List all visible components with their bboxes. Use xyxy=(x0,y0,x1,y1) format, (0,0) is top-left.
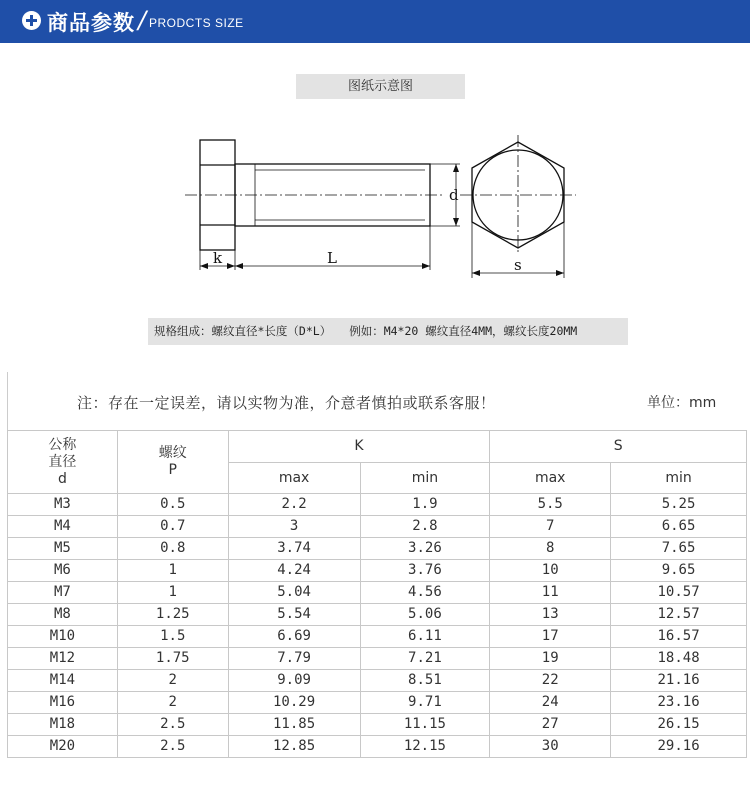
section-title: 商品参数 xyxy=(47,11,135,35)
cell-nominal: M10 xyxy=(8,626,118,648)
cell-s-max: 11 xyxy=(490,582,611,604)
cell-k-max: 6.69 xyxy=(228,626,360,648)
cell-pitch: 1 xyxy=(117,560,228,582)
header-nominal-line2: 直径 xyxy=(48,453,77,470)
cell-k-min: 3.76 xyxy=(360,560,490,582)
cell-s-max: 30 xyxy=(490,736,611,758)
note-text: 注：存在一定误差，请以实物为准，介意者慎拍或联系客服！ xyxy=(77,394,496,412)
label-L: L xyxy=(327,249,337,267)
cell-s-min: 21.16 xyxy=(611,670,747,692)
cell-nominal: M5 xyxy=(8,538,118,560)
cell-k-min: 2.8 xyxy=(360,516,490,538)
cell-k-min: 6.11 xyxy=(360,626,490,648)
table-row xyxy=(8,560,747,582)
cell-k-max: 12.85 xyxy=(228,736,360,758)
cell-pitch: 2.5 xyxy=(117,736,228,758)
header-pitch xyxy=(117,431,228,494)
table-row xyxy=(8,692,747,714)
spec-example: 例如：M4*20 螺纹直径4MM，螺纹长度20MM xyxy=(349,324,578,338)
table-row xyxy=(8,626,747,648)
cell-k-max: 2.2 xyxy=(228,494,360,516)
cell-s-min: 12.57 xyxy=(611,604,747,626)
cell-s-max: 13 xyxy=(490,604,611,626)
title-divider: / xyxy=(138,6,147,34)
cell-nominal: M4 xyxy=(8,516,118,538)
cell-nominal: M16 xyxy=(8,692,118,714)
header-k-max: max xyxy=(228,463,360,494)
cell-k-max: 7.79 xyxy=(228,648,360,670)
cell-s-min: 26.15 xyxy=(611,714,747,736)
cell-k-min: 8.51 xyxy=(360,670,490,692)
cell-s-max: 27 xyxy=(490,714,611,736)
cell-s-max: 5.5 xyxy=(490,494,611,516)
cell-nominal: M7 xyxy=(8,582,118,604)
cell-pitch: 1 xyxy=(117,582,228,604)
cell-nominal: M14 xyxy=(8,670,118,692)
label-s: s xyxy=(514,256,522,274)
cell-pitch: 0.5 xyxy=(117,494,228,516)
cell-k-max: 5.04 xyxy=(228,582,360,604)
cell-pitch: 2.5 xyxy=(117,714,228,736)
cell-nominal: M6 xyxy=(8,560,118,582)
header-s-min: min xyxy=(611,463,747,494)
cell-pitch: 2 xyxy=(117,692,228,714)
cell-k-max: 10.29 xyxy=(228,692,360,714)
section-header xyxy=(0,0,750,43)
spec-format-box xyxy=(148,318,628,345)
header-pitch-line1: 螺纹 xyxy=(158,445,187,461)
cell-nominal: M8 xyxy=(8,604,118,626)
cell-k-min: 1.9 xyxy=(360,494,490,516)
cell-pitch: 0.7 xyxy=(117,516,228,538)
cell-k-max: 5.54 xyxy=(228,604,360,626)
cell-s-min: 23.16 xyxy=(611,692,747,714)
cell-k-min: 7.21 xyxy=(360,648,490,670)
drawing-caption: 图纸示意图 xyxy=(296,74,465,99)
cell-k-min: 4.56 xyxy=(360,582,490,604)
cell-pitch: 0.8 xyxy=(117,538,228,560)
table-row xyxy=(8,582,747,604)
cell-s-min: 6.65 xyxy=(611,516,747,538)
label-d: d xyxy=(449,186,459,204)
header-k: K xyxy=(228,431,490,463)
cell-pitch: 1.75 xyxy=(117,648,228,670)
cell-s-max: 24 xyxy=(490,692,611,714)
label-k: k xyxy=(213,249,223,267)
cell-s-max: 10 xyxy=(490,560,611,582)
cell-s-min: 7.65 xyxy=(611,538,747,560)
table-row xyxy=(8,494,747,516)
cell-k-min: 11.15 xyxy=(360,714,490,736)
table-row xyxy=(8,670,747,692)
table-row xyxy=(8,648,747,670)
plus-circle-icon xyxy=(22,11,41,30)
cell-s-max: 19 xyxy=(490,648,611,670)
cell-pitch: 1.5 xyxy=(117,626,228,648)
note-row xyxy=(7,372,747,430)
cell-k-min: 12.15 xyxy=(360,736,490,758)
header-s-max: max xyxy=(490,463,611,494)
cell-k-max: 9.09 xyxy=(228,670,360,692)
table-header-row xyxy=(8,431,747,463)
spec-table xyxy=(7,430,747,758)
table-row xyxy=(8,538,747,560)
cell-s-min: 29.16 xyxy=(611,736,747,758)
cell-k-max: 11.85 xyxy=(228,714,360,736)
cell-s-max: 7 xyxy=(490,516,611,538)
cell-s-max: 17 xyxy=(490,626,611,648)
cell-s-min: 16.57 xyxy=(611,626,747,648)
table-row xyxy=(8,736,747,758)
cell-nominal: M20 xyxy=(8,736,118,758)
table-row xyxy=(8,604,747,626)
cell-k-min: 5.06 xyxy=(360,604,490,626)
table-row xyxy=(8,516,747,538)
header-nominal-line1: 公称 xyxy=(48,436,77,453)
cell-s-min: 9.65 xyxy=(611,560,747,582)
cell-s-max: 22 xyxy=(490,670,611,692)
header-nominal-line3: d xyxy=(57,470,67,487)
cell-s-min: 10.57 xyxy=(611,582,747,604)
cell-pitch: 1.25 xyxy=(117,604,228,626)
cell-nominal: M3 xyxy=(8,494,118,516)
header-s: S xyxy=(490,431,747,463)
cell-s-min: 5.25 xyxy=(611,494,747,516)
spec-composition: 规格组成：螺纹直径*长度（D*L） xyxy=(154,324,332,338)
bolt-drawing xyxy=(180,130,580,280)
cell-s-min: 18.48 xyxy=(611,648,747,670)
cell-nominal: M12 xyxy=(8,648,118,670)
header-nominal-diameter xyxy=(8,431,118,494)
cell-k-min: 3.26 xyxy=(360,538,490,560)
unit-text: 单位：mm xyxy=(647,395,717,411)
section-subtitle: PRODCTS SIZE xyxy=(149,16,244,30)
table-row xyxy=(8,714,747,736)
cell-s-max: 8 xyxy=(490,538,611,560)
cell-k-max: 3 xyxy=(228,516,360,538)
cell-pitch: 2 xyxy=(117,670,228,692)
header-pitch-line2: P xyxy=(168,462,177,478)
cell-k-min: 9.71 xyxy=(360,692,490,714)
cell-k-max: 3.74 xyxy=(228,538,360,560)
header-k-min: min xyxy=(360,463,490,494)
cell-k-max: 4.24 xyxy=(228,560,360,582)
cell-nominal: M18 xyxy=(8,714,118,736)
